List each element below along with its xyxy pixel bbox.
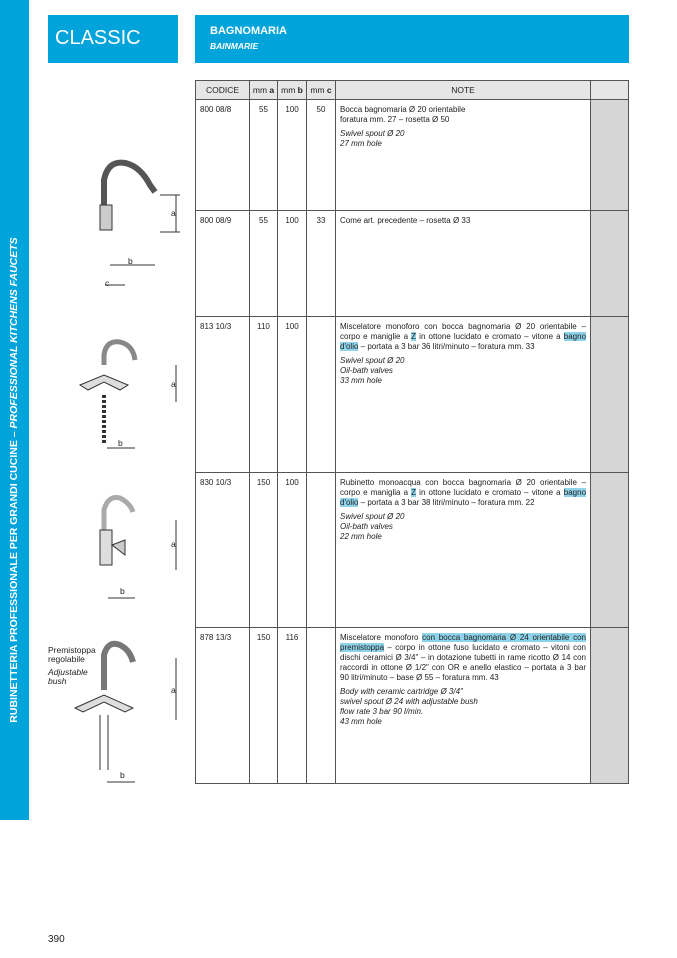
mm-c-cell: 33 (307, 211, 336, 317)
mm-a-cell: 150 (250, 473, 278, 628)
extra-cell (591, 317, 629, 473)
dim-a-label: a (171, 539, 176, 549)
side-title-en: PROFESSIONAL KITCHENS FAUCETS (8, 237, 20, 429)
note-it-part: Rubinetto monoacqua con bocca bagnomaria Ø 20 orientabile – corpo e maniglia a (340, 478, 586, 497)
mm-b-cell: 100 (278, 473, 307, 628)
dim-b-label: b (128, 256, 133, 266)
mm-b-cell: 100 (278, 317, 307, 473)
note-cell (336, 628, 591, 784)
mm-a-cell: 110 (250, 317, 278, 473)
bush-label: Adjustable bush (48, 667, 88, 686)
side-title-it: RUBINETTERIA PROFESSIONALE PER GRANDI CUCINE (8, 440, 20, 723)
note-en-line: Swivel spout Ø 20 (340, 512, 405, 521)
note-it-part: Z (411, 332, 417, 341)
note-en-line: 27 mm hole (340, 139, 382, 148)
col-note: NOTE (336, 81, 591, 100)
table-header (196, 81, 629, 100)
section-header (195, 15, 629, 63)
series-label: CLASSIC (48, 15, 178, 63)
note-en (340, 356, 586, 386)
code-cell: 830 10/3 (196, 473, 250, 628)
mm-c-cell (307, 317, 336, 473)
dim-b-label: b (118, 438, 123, 448)
dim-a-label: a (171, 208, 176, 218)
dim-c-label: c (105, 278, 110, 288)
note-it-part: bagno d'olio (340, 488, 587, 507)
dim-b-label: b (120, 770, 125, 780)
mm-c-cell: 50 (307, 100, 336, 211)
note-en-line: swivel spout Ø 24 with adjustable bush (340, 697, 478, 706)
table-row (196, 628, 629, 784)
note-en-line: Oil-bath valves (340, 366, 393, 375)
note-it-line: Come art. precedente – rosetta Ø 33 (340, 216, 471, 225)
note-it (340, 478, 586, 508)
code-cell: 813 10/3 (196, 317, 250, 473)
premistoppa-label: Premistoppa regolabile (48, 645, 96, 664)
note-en-line: Oil-bath valves (340, 522, 393, 531)
note-en (340, 512, 586, 542)
note-it-part: Miscelatore monoforo con bocca bagnomaria Ø 20 orientabile – corpo e maniglie a (340, 322, 586, 341)
side-title-sep: – (8, 428, 20, 441)
mm-b-cell: 100 (278, 100, 307, 211)
extra-cell (591, 211, 629, 317)
mm-a-cell: 55 (250, 211, 278, 317)
note-it-part: in ottone lucidato e cromato – vitone a (416, 332, 564, 341)
table-row (196, 473, 629, 628)
mm-b-cell: 100 (278, 211, 307, 317)
side-title (8, 237, 20, 722)
note-cell (336, 100, 591, 211)
code-cell: 800 08/9 (196, 211, 250, 317)
mm-c-cell (307, 628, 336, 784)
col-code: CODICE (196, 81, 250, 100)
table-row (196, 211, 629, 317)
note-it-part: – portata a 3 bar 38 litri/minuto – foratura mm. 22 (358, 498, 535, 507)
note-en-line: 43 mm hole (340, 717, 382, 726)
note-en-line: Swivel spout Ø 20 (340, 129, 405, 138)
note-it-part: Z (411, 488, 417, 497)
note-en (340, 129, 586, 149)
table-row (196, 100, 629, 211)
table-row (196, 317, 629, 473)
note-it-line: Bocca bagnomaria Ø 20 orientabile (340, 105, 466, 114)
faucet-830-drawing (100, 498, 176, 599)
note-it-part: con bocca bagnomaria Ø 24 orientabile con premistoppa (340, 633, 586, 652)
col-a: mm a (250, 81, 278, 100)
dim-b-label: b (120, 586, 125, 596)
note-it (340, 322, 586, 352)
note-it-part: – corpo in ottone fuso lucidato e cromato – vitoni con dischi ceramici Ø 3/4" – in dotazione tubetti in rame ricotto Ø 14 con raccordi in ottone Ø 1/2" con OR e anello elastico – portata a 3 bar 90 litri/minuto – base Ø 55 – foratura mm. 43 (340, 643, 586, 682)
note-it-part: in ottone lucidato e cromato – vitone a (416, 488, 564, 497)
faucet-878-drawing (75, 644, 176, 782)
col-b: mm b (278, 81, 307, 100)
col-extra (591, 81, 629, 100)
note-en-line: flow rate 3 bar 90 l/min. (340, 707, 424, 716)
note-cell (336, 473, 591, 628)
note-it-part: – portata a 3 bar 36 litri/minuto – foratura mm. 33 (358, 342, 535, 351)
mm-a-cell: 150 (250, 628, 278, 784)
note-en-line: 33 mm hole (340, 376, 382, 385)
faucet-813-drawing (80, 342, 176, 448)
note-en-line: Body with ceramic cartridge Ø 3/4" (340, 687, 463, 696)
dim-a-label: a (171, 379, 176, 389)
note-it-line: foratura mm. 27 – rosetta Ø 50 (340, 115, 450, 124)
faucet-drawings (40, 100, 195, 800)
col-c: mm c (307, 81, 336, 100)
code-cell: 800 08/8 (196, 100, 250, 211)
section-subtitle: BAINMARIE (210, 41, 259, 51)
note-cell (336, 317, 591, 473)
note-it-part: bagno d'olio (340, 332, 587, 351)
dim-a-label: a (171, 685, 176, 695)
mm-b-cell: 116 (278, 628, 307, 784)
product-table (195, 80, 629, 784)
faucet-800-drawing (100, 163, 180, 285)
page-number: 390 (48, 934, 65, 945)
note-it (340, 633, 586, 683)
note-en-line: 22 mm hole (340, 532, 382, 541)
extra-cell (591, 473, 629, 628)
note-cell (336, 211, 591, 317)
mm-c-cell (307, 473, 336, 628)
mm-a-cell: 55 (250, 100, 278, 211)
note-it-part: Miscelatore monoforo (340, 633, 423, 642)
extra-cell (591, 628, 629, 784)
section-title: BAGNOMARIA (210, 25, 287, 37)
extra-cell (591, 100, 629, 211)
code-cell: 878 13/3 (196, 628, 250, 784)
note-en-line: Swivel spout Ø 20 (340, 356, 405, 365)
note-en (340, 687, 586, 727)
